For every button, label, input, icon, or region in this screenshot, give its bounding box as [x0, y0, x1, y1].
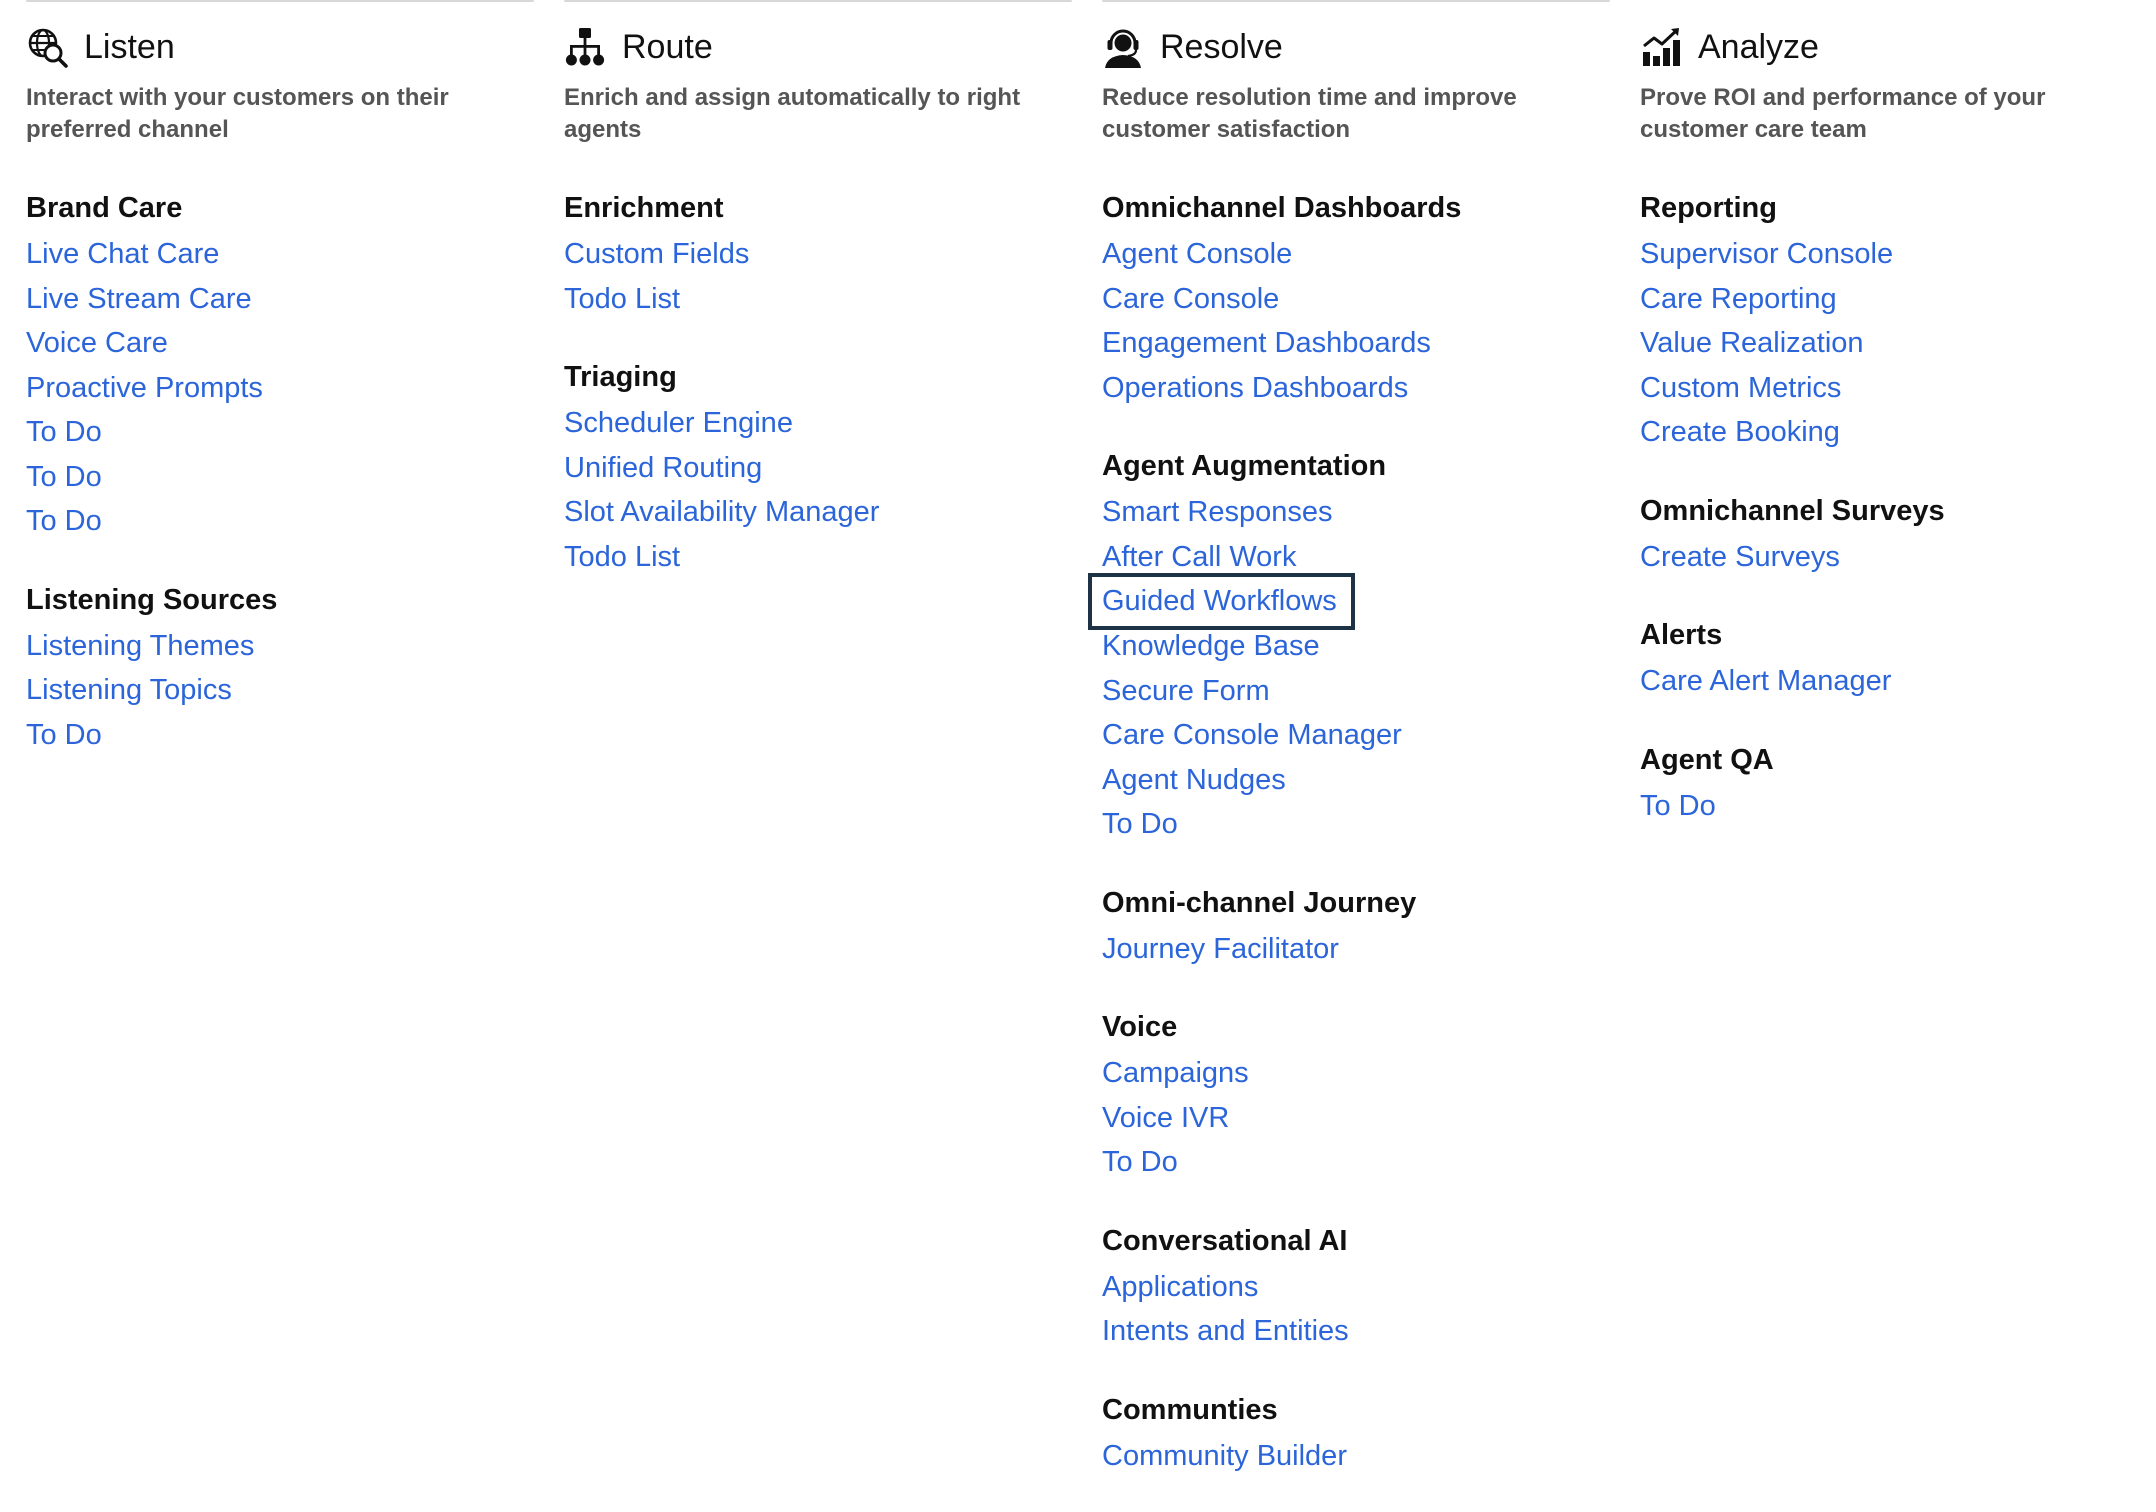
menu-link-scheduler-engine[interactable]: Scheduler Engine — [564, 407, 793, 439]
menu-link-proactive-prompts[interactable]: Proactive Prompts — [26, 371, 263, 404]
menu-group-brand-care — [26, 186, 534, 544]
menu-link-to-do[interactable]: To Do — [26, 505, 102, 537]
menu-link-live-chat-care[interactable]: Live Chat Care — [26, 238, 220, 270]
menu-link-create-booking[interactable]: Create Booking — [1640, 416, 1840, 448]
group-title: Omnichannel Surveys — [1640, 494, 1945, 527]
menu-link-campaigns[interactable]: Campaigns — [1102, 1057, 1249, 1089]
menu-group-agent-qa — [1640, 738, 2148, 829]
column-description: Prove ROI and performance of your customer care team — [1640, 84, 2046, 143]
menu-link-community-builder[interactable]: Community Builder — [1102, 1439, 1347, 1472]
menu-link-agent-console[interactable]: Agent Console — [1102, 238, 1293, 270]
menu-link-to-do[interactable]: To Do — [1102, 1146, 1178, 1178]
menu-link-agent-nudges[interactable]: Agent Nudges — [1102, 763, 1286, 796]
bar-chart-trend-icon — [1640, 26, 1682, 68]
menu-link-todo-list[interactable]: Todo List — [564, 282, 681, 315]
menu-link-care-console[interactable]: Care Console — [1102, 282, 1280, 315]
group-title: Agent QA — [1640, 743, 1774, 776]
menu-group-triaging — [564, 355, 1072, 579]
menu-group-enrichment — [564, 186, 1072, 321]
column-description: Interact with your customers on their preferred channel — [26, 84, 449, 143]
group-title: Voice — [1102, 1011, 1178, 1043]
group-title: Alerts — [1640, 619, 1723, 651]
menu-link-listening-topics[interactable]: Listening Topics — [26, 674, 232, 706]
menu-group-alerts — [1640, 613, 2148, 704]
menu-link-slot-availability-manager[interactable]: Slot Availability Manager — [564, 496, 880, 528]
group-title: Reporting — [1640, 192, 1777, 224]
menu-link-custom-metrics[interactable]: Custom Metrics — [1640, 371, 1842, 404]
group-title: Agent Augmentation — [1102, 450, 1387, 482]
menu-link-guided-workflows[interactable]: Guided Workflows — [1092, 577, 1351, 626]
menu-link-supervisor-console[interactable]: Supervisor Console — [1640, 238, 1894, 270]
menu-group-agent-augmentation — [1102, 444, 1610, 847]
menu-link-engagement-dashboards[interactable]: Engagement Dashboards — [1102, 327, 1431, 359]
column-groups — [564, 186, 1072, 613]
menu-link-journey-facilitator[interactable]: Journey Facilitator — [1102, 932, 1339, 965]
column-description: Enrich and assign automatically to right agents — [564, 84, 1021, 143]
group-title: Enrichment — [564, 192, 724, 224]
menu-group-omni-channel-journey — [1102, 881, 1610, 972]
column-top-divider — [26, 0, 534, 2]
menu-link-voice-care[interactable]: Voice Care — [26, 327, 168, 359]
menu-link-to-do[interactable]: To Do — [1640, 789, 1716, 822]
column-groups — [26, 186, 534, 791]
menu-group-voice — [1102, 1005, 1610, 1185]
column-title: Analyze — [1698, 28, 1819, 66]
column-title: Listen — [84, 28, 175, 66]
column-description: Reduce resolution time and improve customer satisfaction — [1102, 84, 1517, 143]
globe-search-icon — [26, 26, 68, 68]
column-title: Route — [622, 28, 713, 66]
group-title: Omni-channel Journey — [1102, 886, 1417, 919]
menu-link-to-do[interactable]: To Do — [1102, 808, 1178, 840]
menu-group-omnichannel-dashboards — [1102, 186, 1610, 410]
group-title: Communties — [1102, 1393, 1278, 1426]
menu-group-conversational-ai — [1102, 1219, 1610, 1354]
column-header — [1102, 22, 1283, 72]
menu-link-value-realization[interactable]: Value Realization — [1640, 327, 1864, 359]
menu-link-care-alert-manager[interactable]: Care Alert Manager — [1640, 665, 1892, 697]
headset-agent-icon — [1102, 26, 1144, 68]
menu-group-omnichannel-surveys — [1640, 489, 2148, 580]
column-groups — [1640, 186, 2148, 862]
menu-link-unified-routing[interactable]: Unified Routing — [564, 451, 763, 484]
menu-link-custom-fields[interactable]: Custom Fields — [564, 238, 750, 270]
menu-group-listening-sources — [26, 578, 534, 758]
menu-link-care-console-manager[interactable]: Care Console Manager — [1102, 719, 1402, 751]
column-top-divider — [564, 0, 1072, 2]
menu-link-create-surveys[interactable]: Create Surveys — [1640, 540, 1840, 573]
menu-link-to-do[interactable]: To Do — [26, 460, 102, 493]
menu-link-secure-form[interactable]: Secure Form — [1102, 674, 1270, 707]
menu-link-listening-themes[interactable]: Listening Themes — [26, 629, 255, 662]
column-header — [26, 22, 175, 72]
menu-group-communties — [1102, 1388, 1610, 1479]
menu-link-after-call-work[interactable]: After Call Work — [1102, 540, 1297, 573]
menu-link-operations-dashboards[interactable]: Operations Dashboards — [1102, 371, 1409, 404]
group-title: Listening Sources — [26, 583, 278, 616]
group-title: Brand Care — [26, 192, 183, 224]
menu-link-knowledge-base[interactable]: Knowledge Base — [1102, 630, 1320, 662]
menu-link-to-do[interactable]: To Do — [26, 718, 102, 751]
menu-link-smart-responses[interactable]: Smart Responses — [1102, 496, 1333, 528]
menu-group-reporting — [1640, 186, 2148, 455]
group-title: Conversational AI — [1102, 1224, 1348, 1257]
menu-link-intents-and-entities[interactable]: Intents and Entities — [1102, 1315, 1349, 1347]
column-header — [564, 22, 713, 72]
menu-link-to-do[interactable]: To Do — [26, 416, 102, 448]
hierarchy-icon — [564, 26, 606, 68]
column-top-divider — [1102, 0, 1610, 2]
group-title: Triaging — [564, 361, 677, 393]
group-title: Omnichannel Dashboards — [1102, 192, 1462, 224]
column-groups — [1102, 186, 1610, 1512]
menu-link-applications[interactable]: Applications — [1102, 1270, 1259, 1303]
menu-link-live-stream-care[interactable]: Live Stream Care — [26, 282, 252, 315]
menu-link-voice-ivr[interactable]: Voice IVR — [1102, 1101, 1230, 1134]
column-title: Resolve — [1160, 28, 1283, 66]
column-header — [1640, 22, 1819, 72]
menu-link-care-reporting[interactable]: Care Reporting — [1640, 282, 1837, 315]
menu-link-todo-list[interactable]: Todo List — [564, 540, 681, 573]
